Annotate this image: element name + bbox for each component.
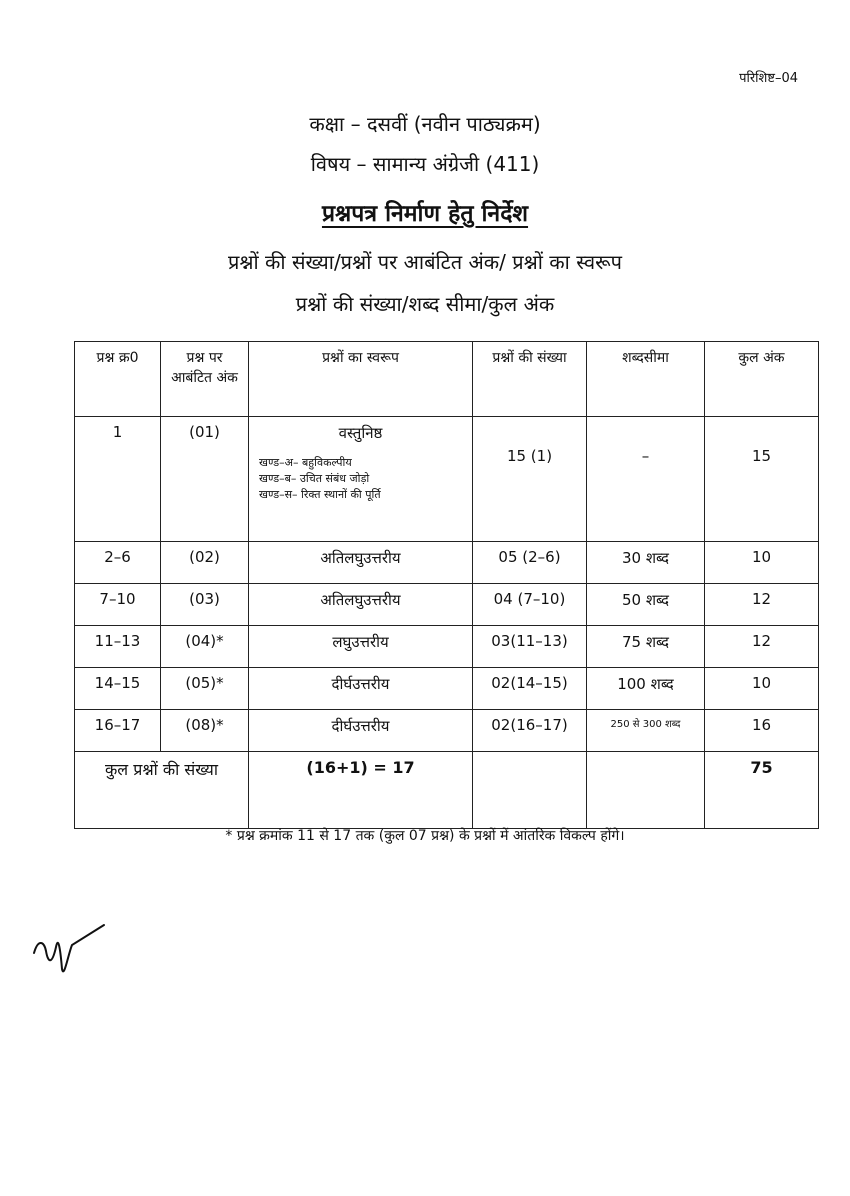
limit-cell: 30 शब्द: [587, 542, 705, 584]
question-distribution-table: [74, 341, 819, 829]
count-cell: 15 (1): [473, 417, 587, 542]
marks-cell: (02): [161, 542, 249, 584]
count-cell: 03(11–13): [473, 626, 587, 668]
header-cell: शब्दसीमा: [587, 342, 705, 417]
qno-cell: 14–15: [75, 668, 161, 710]
total-cell: 10: [705, 668, 819, 710]
count-cell: 05 (2–6): [473, 542, 587, 584]
type-cell: दीर्घउत्तरीय: [249, 668, 473, 710]
count-cell: 02(16–17): [473, 710, 587, 752]
qno-cell: 11–13: [75, 626, 161, 668]
type-cell: दीर्घउत्तरीय: [249, 710, 473, 752]
section-item: खण्ड–ब– उचित संबंध जोड़ो: [259, 472, 370, 485]
table-header-row: [75, 342, 819, 417]
table-row: [75, 668, 819, 710]
section-item: खण्ड–अ– बहुविकल्पीय: [259, 456, 352, 469]
header-cell: प्रश्न पर आबंटित अंक: [161, 342, 249, 417]
header-cell: प्रश्न क्र0: [75, 342, 161, 417]
table-row: [75, 626, 819, 668]
total-cell: 16: [705, 710, 819, 752]
type-cell: अतिलघुउत्तरीय: [249, 584, 473, 626]
total-cell: 12: [705, 626, 819, 668]
header-cell: प्रश्नों का स्वरूप: [249, 342, 473, 417]
marks-cell: (08)*: [161, 710, 249, 752]
limit-cell: 100 शब्द: [587, 668, 705, 710]
count-cell: 04 (7–10): [473, 584, 587, 626]
marks-cell: (04)*: [161, 626, 249, 668]
total-row: [75, 752, 819, 829]
marks-cell: (05)*: [161, 668, 249, 710]
empty-cell: [473, 752, 587, 829]
subtitle-1: प्रश्नों की संख्या/प्रश्नों पर आबंटित अंक/ प्रश्नों का स्वरूप: [227, 250, 622, 274]
grand-total-cell: 75: [705, 752, 819, 829]
appendix-label: परिशिष्ट–04: [739, 71, 798, 86]
qno-cell: 2–6: [75, 542, 161, 584]
section-item: खण्ड–स– रिक्त स्थानों की पूर्ति: [259, 488, 381, 501]
subtitle-2: प्रश्नों की संख्या/शब्द सीमा/कुल अंक: [295, 292, 555, 316]
qno-cell: 7–10: [75, 584, 161, 626]
document-title: [0, 196, 850, 228]
table-row: [75, 710, 819, 752]
count-cell: 02(14–15): [473, 668, 587, 710]
type-cell: लघुउत्तरीय: [249, 626, 473, 668]
table-row: [75, 417, 819, 542]
subject-line: विषय – सामान्य अंग्रेजी (411): [310, 152, 540, 176]
total-formula-cell: (16+1) = 17: [249, 752, 473, 829]
type-text: वस्तुनिष्ठ: [338, 424, 383, 442]
qno-cell: 16–17: [75, 710, 161, 752]
footnote: * प्रश्न क्रमांक 11 से 17 तक (कुल 07 प्रश्न) के प्रश्नों में आंतरिक विकल्प होंगे।: [225, 828, 625, 844]
header-cell: कुल अंक: [705, 342, 819, 417]
document-title-text: प्रश्नपत्र निर्माण हेतु निर्देश: [321, 201, 529, 227]
marks-cell: (03): [161, 584, 249, 626]
section-list: [253, 455, 468, 503]
header-cell: प्रश्नों की संख्या: [473, 342, 587, 417]
limit-cell: 250 से 300 शब्द: [587, 710, 705, 752]
limit-cell: 50 शब्द: [587, 584, 705, 626]
empty-cell: [587, 752, 705, 829]
total-label-cell: कुल प्रश्नों की संख्या: [75, 752, 249, 829]
total-cell: 15: [705, 417, 819, 542]
qno-cell: 1: [75, 417, 161, 542]
total-cell: 12: [705, 584, 819, 626]
class-line: कक्षा – दसवीं (नवीन पाठ्यक्रम): [309, 112, 541, 136]
limit-cell: –: [587, 417, 705, 542]
table-row: [75, 584, 819, 626]
type-cell: [249, 417, 473, 542]
type-cell: अतिलघुउत्तरीय: [249, 542, 473, 584]
limit-cell: 75 शब्द: [587, 626, 705, 668]
total-cell: 10: [705, 542, 819, 584]
table-row: [75, 542, 819, 584]
marks-cell: (01): [161, 417, 249, 542]
signature: [30, 915, 110, 985]
